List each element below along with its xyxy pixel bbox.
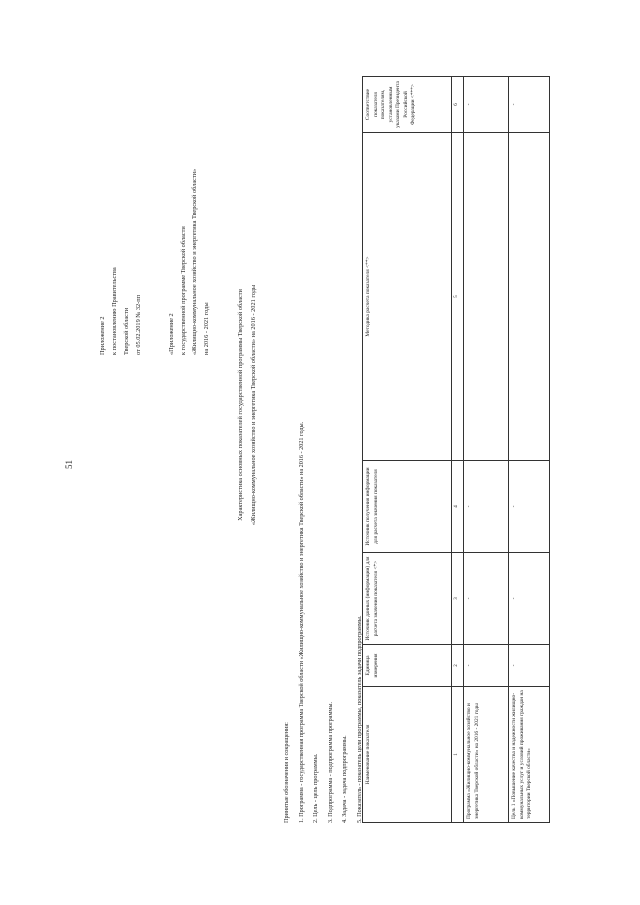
table-cell: Программа «Жилищно-коммунальное хозяйство и энергетика Тверской области» на 2016 - 2021 годы	[464, 687, 509, 823]
appendix-line: Приложение 2	[99, 316, 106, 355]
abbreviations-block	[280, 422, 367, 823]
page-number: 51	[64, 460, 74, 469]
column-number-row	[452, 77, 464, 823]
table-header-row	[363, 77, 452, 823]
column-number: 5	[452, 133, 464, 461]
appendix-quote-line: «Приложение 2	[168, 313, 175, 355]
appendix-line: от 05.02.2019 № 32-пп	[135, 294, 142, 355]
appendix-quote-line: к государственной программе Тверской области	[179, 226, 187, 355]
header-cell: Соответствие показателя показателям, установленным указами Президента Российской Федерации <***>	[363, 77, 452, 133]
table-cell: -	[464, 461, 509, 553]
abbreviation-item: 3. Подпрограмма - подпрограмма программы.	[326, 701, 334, 823]
table-cell: -	[509, 77, 550, 133]
table-cell: Цель 1 «Повышение качества и надежности жилищно-коммунальных услуг и условий проживания граждан на территории Тверской области»	[509, 687, 550, 823]
column-number: 2	[452, 645, 464, 687]
appendix-block	[97, 267, 145, 355]
title-line-1: Характеристика основных показателей государственной программы Тверской области	[237, 289, 244, 521]
column-number: 6	[452, 77, 464, 133]
abbreviation-item: 2. Цель - цель программы.	[312, 753, 319, 823]
appendix-quote-line: на 2016 - 2021 годы	[202, 302, 210, 355]
abbreviation-item: 5. Показатель - показатель цели программы, показатель задачи подпрограммы.	[355, 615, 363, 823]
table-cell: -	[509, 461, 550, 553]
header-cell: Методика расчета показателя <**>	[363, 133, 452, 461]
table-row	[509, 77, 550, 823]
header-cell: Наименование показателя	[363, 687, 452, 823]
appendix-line: к постановлению Правительства	[111, 267, 118, 355]
abbreviation-item: 1. Программа - государственная программа Тверской области «Жилищно-коммунальное хозяйство и энергетика Тверской области» на 2016 - 2021 годы.	[297, 421, 305, 823]
table-cell: -	[509, 645, 550, 687]
indicators-table	[362, 76, 550, 823]
abbreviations-heading: Принятые обозначения и сокращения:	[283, 722, 290, 823]
appendix-quote-block	[166, 169, 212, 355]
appendix-quote-line: «Жилищно-коммунальное хозяйство и энергетика Тверской области»	[191, 168, 198, 355]
header-cell: Единица измерения	[363, 645, 452, 687]
table-cell: -	[509, 553, 550, 645]
table-cell: -	[464, 77, 509, 133]
column-number: 4	[452, 461, 464, 553]
table-cell	[509, 133, 550, 461]
table-cell: -	[464, 645, 509, 687]
header-cell: Источник данных (информации) для расчета значения показателя <*>	[363, 553, 452, 645]
abbreviation-item: 4. Задача - задача подпрограммы.	[341, 735, 348, 823]
table-cell	[464, 133, 509, 461]
column-number: 1	[452, 687, 464, 823]
table-cell: -	[464, 553, 509, 645]
header-cell: Источник получения информации для расчета значения показателя	[363, 461, 452, 553]
appendix-line: Тверской области	[123, 307, 130, 355]
column-number: 3	[452, 553, 464, 645]
document-title	[234, 105, 260, 705]
table-row	[464, 77, 509, 823]
title-line-2: «Жилищно-коммунальное хозяйство и энергетика Тверской области» на 2016 - 2021 годы	[250, 284, 257, 526]
